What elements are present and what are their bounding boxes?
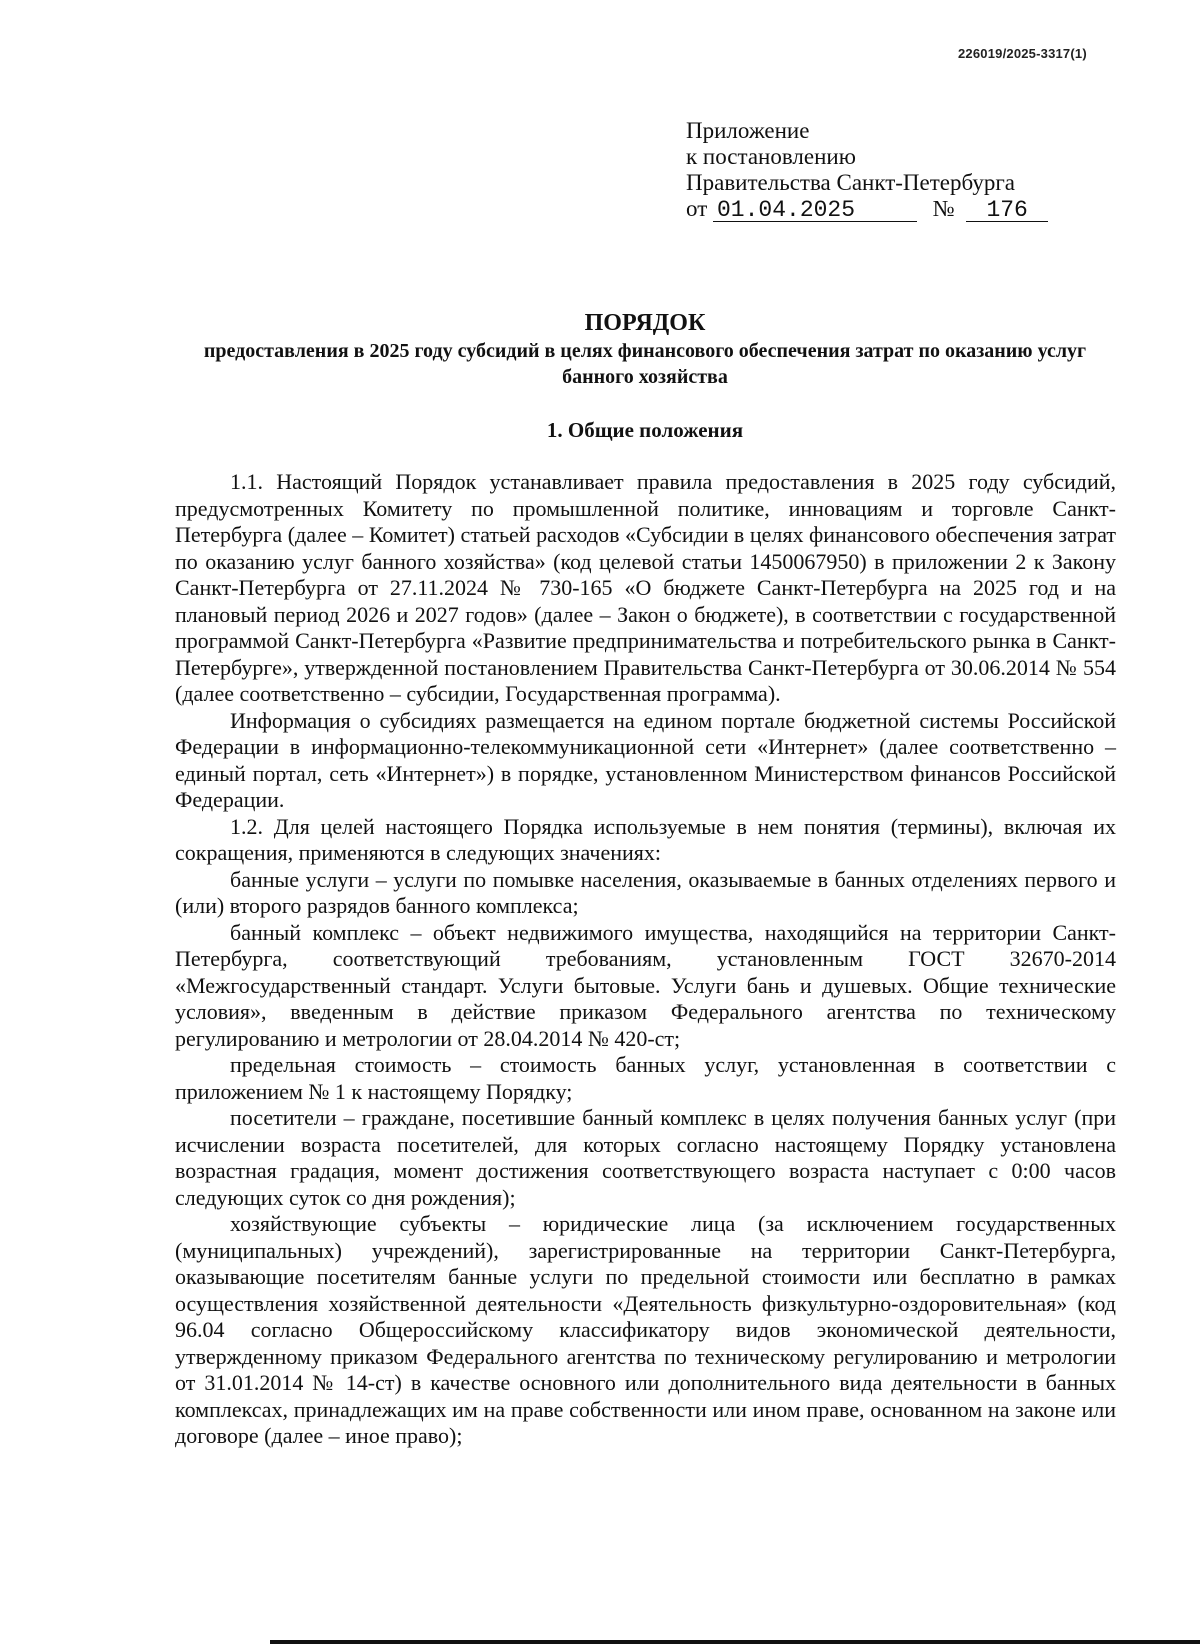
number-sign: №: [932, 196, 955, 221]
appendix-block: [686, 118, 1048, 222]
appendix-line-1: Приложение: [686, 118, 810, 143]
date-prefix: от: [686, 196, 708, 221]
decree-date: 01.04.2025: [713, 199, 917, 222]
appendix-line-3: Правительства Санкт-Петербурга: [686, 170, 1015, 195]
paragraph: 1.1. Настоящий Порядок устанавливает правила предоставления в 2025 году субсидий, предусмотренных Комитету по промышленной политике, инновациям и торговле Санкт-Петербурга (далее – Комитет) статьей расходов «Субсидии в целях финансового обеспечения затрат по оказанию услуг банного хозяйства» (код целевой статьи 1450067950) в приложении 2 к Закону Санкт-Петербурга от 27.11.2024 № 730-165 «О бюджете Санкт-Петербурга на 2025 год и на плановый период 2026 и 2027 годов» (далее – Закон о бюджете), в соответствии с государственной программой Санкт-Петербурга «Развитие предпринимательства и потребительского рынка в Санкт-Петербурге», утвержденной постановлением Правительства Санкт-Петербурга от 30.06.2014 № 554 (далее соответственно – субсидии, Государственная программа).: [175, 469, 1116, 706]
paragraph: банные услуги – услуги по помывке населения, оказываемые в банных отделениях первого и (или) второго разрядов банного комплекса;: [175, 866, 1116, 918]
appendix-date-line: [686, 196, 1048, 222]
document-title: ПОРЯДОК: [584, 310, 706, 336]
section-heading: 1. Общие положения: [546, 418, 744, 442]
scan-edge-line: [270, 1640, 1200, 1644]
paragraph: посетители – граждане, посетившие банный комплекс в целях получения банных услуг (при исчислении возраста посетителей, для которых согласно настоящему Порядку установлена возрастная градация, момент достижения соответствующего возраста наступает с 0:00 часов следующих суток со дня рождения);: [175, 1105, 1116, 1210]
document-title-block: [180, 308, 1110, 390]
paragraph: 1.2. Для целей настоящего Порядка используемые в нем понятия (термины), включая их сокращения, применяются в следующих значениях:: [175, 813, 1116, 865]
paragraph: хозяйствующие субъекты – юридические лица (за исключением государственных (муниципальных) учреждений), зарегистрированные на территории Санкт-Петербурга, оказывающие посетителям банные услуги по предельной стоимости или бесплатно в рамках осуществления хозяйственной деятельности «Деятельность физкультурно-оздоровительная» (код 96.04 согласно Общероссийскому классификатору видов экономической деятельности, утвержденному приказом Федерального агентства по техническому регулированию и метрологии от 31.01.2014 № 14-ст) в качестве основного или дополнительного вида деятельности в банных комплексах, принадлежащих им на праве собственности или ином праве, основанном на законе или договоре (далее – иное право);: [175, 1211, 1116, 1448]
document-subtitle: предоставления в 2025 году субсидий в целях финансового обеспечения затрат по оказанию услуг банного хозяйства: [203, 340, 1087, 388]
appendix-line-2: к постановлению: [686, 144, 856, 169]
decree-number: 176: [966, 199, 1048, 222]
paragraph: Информация о субсидиях размещается на едином портале бюджетной системы Российской Федерации в информационно-телекоммуникационной сети «Интернет» (далее соответственно – единый портал, сеть «Интернет») в порядке, установленном Министерством финансов Российской Федерации.: [175, 707, 1116, 812]
document-body: [175, 469, 1116, 1450]
document-registration-number: 226019/2025-3317(1): [958, 46, 1087, 61]
paragraph: банный комплекс – объект недвижимого имущества, находящийся на территории Санкт-Петербурга, соответствующий требованиям, установленным ГОСТ 32670-2014 «Межгосударственный стандарт. Услуги бытовые. Услуги бань и душевых. Общие технические условия», введенным в действие приказом Федерального агентства по техническому регулированию и метрологии от 28.04.2014 № 420-ст;: [175, 919, 1116, 1051]
paragraph: предельная стоимость – стоимость банных услуг, установленная в соответствии с приложением № 1 к настоящему Порядку;: [175, 1052, 1116, 1104]
